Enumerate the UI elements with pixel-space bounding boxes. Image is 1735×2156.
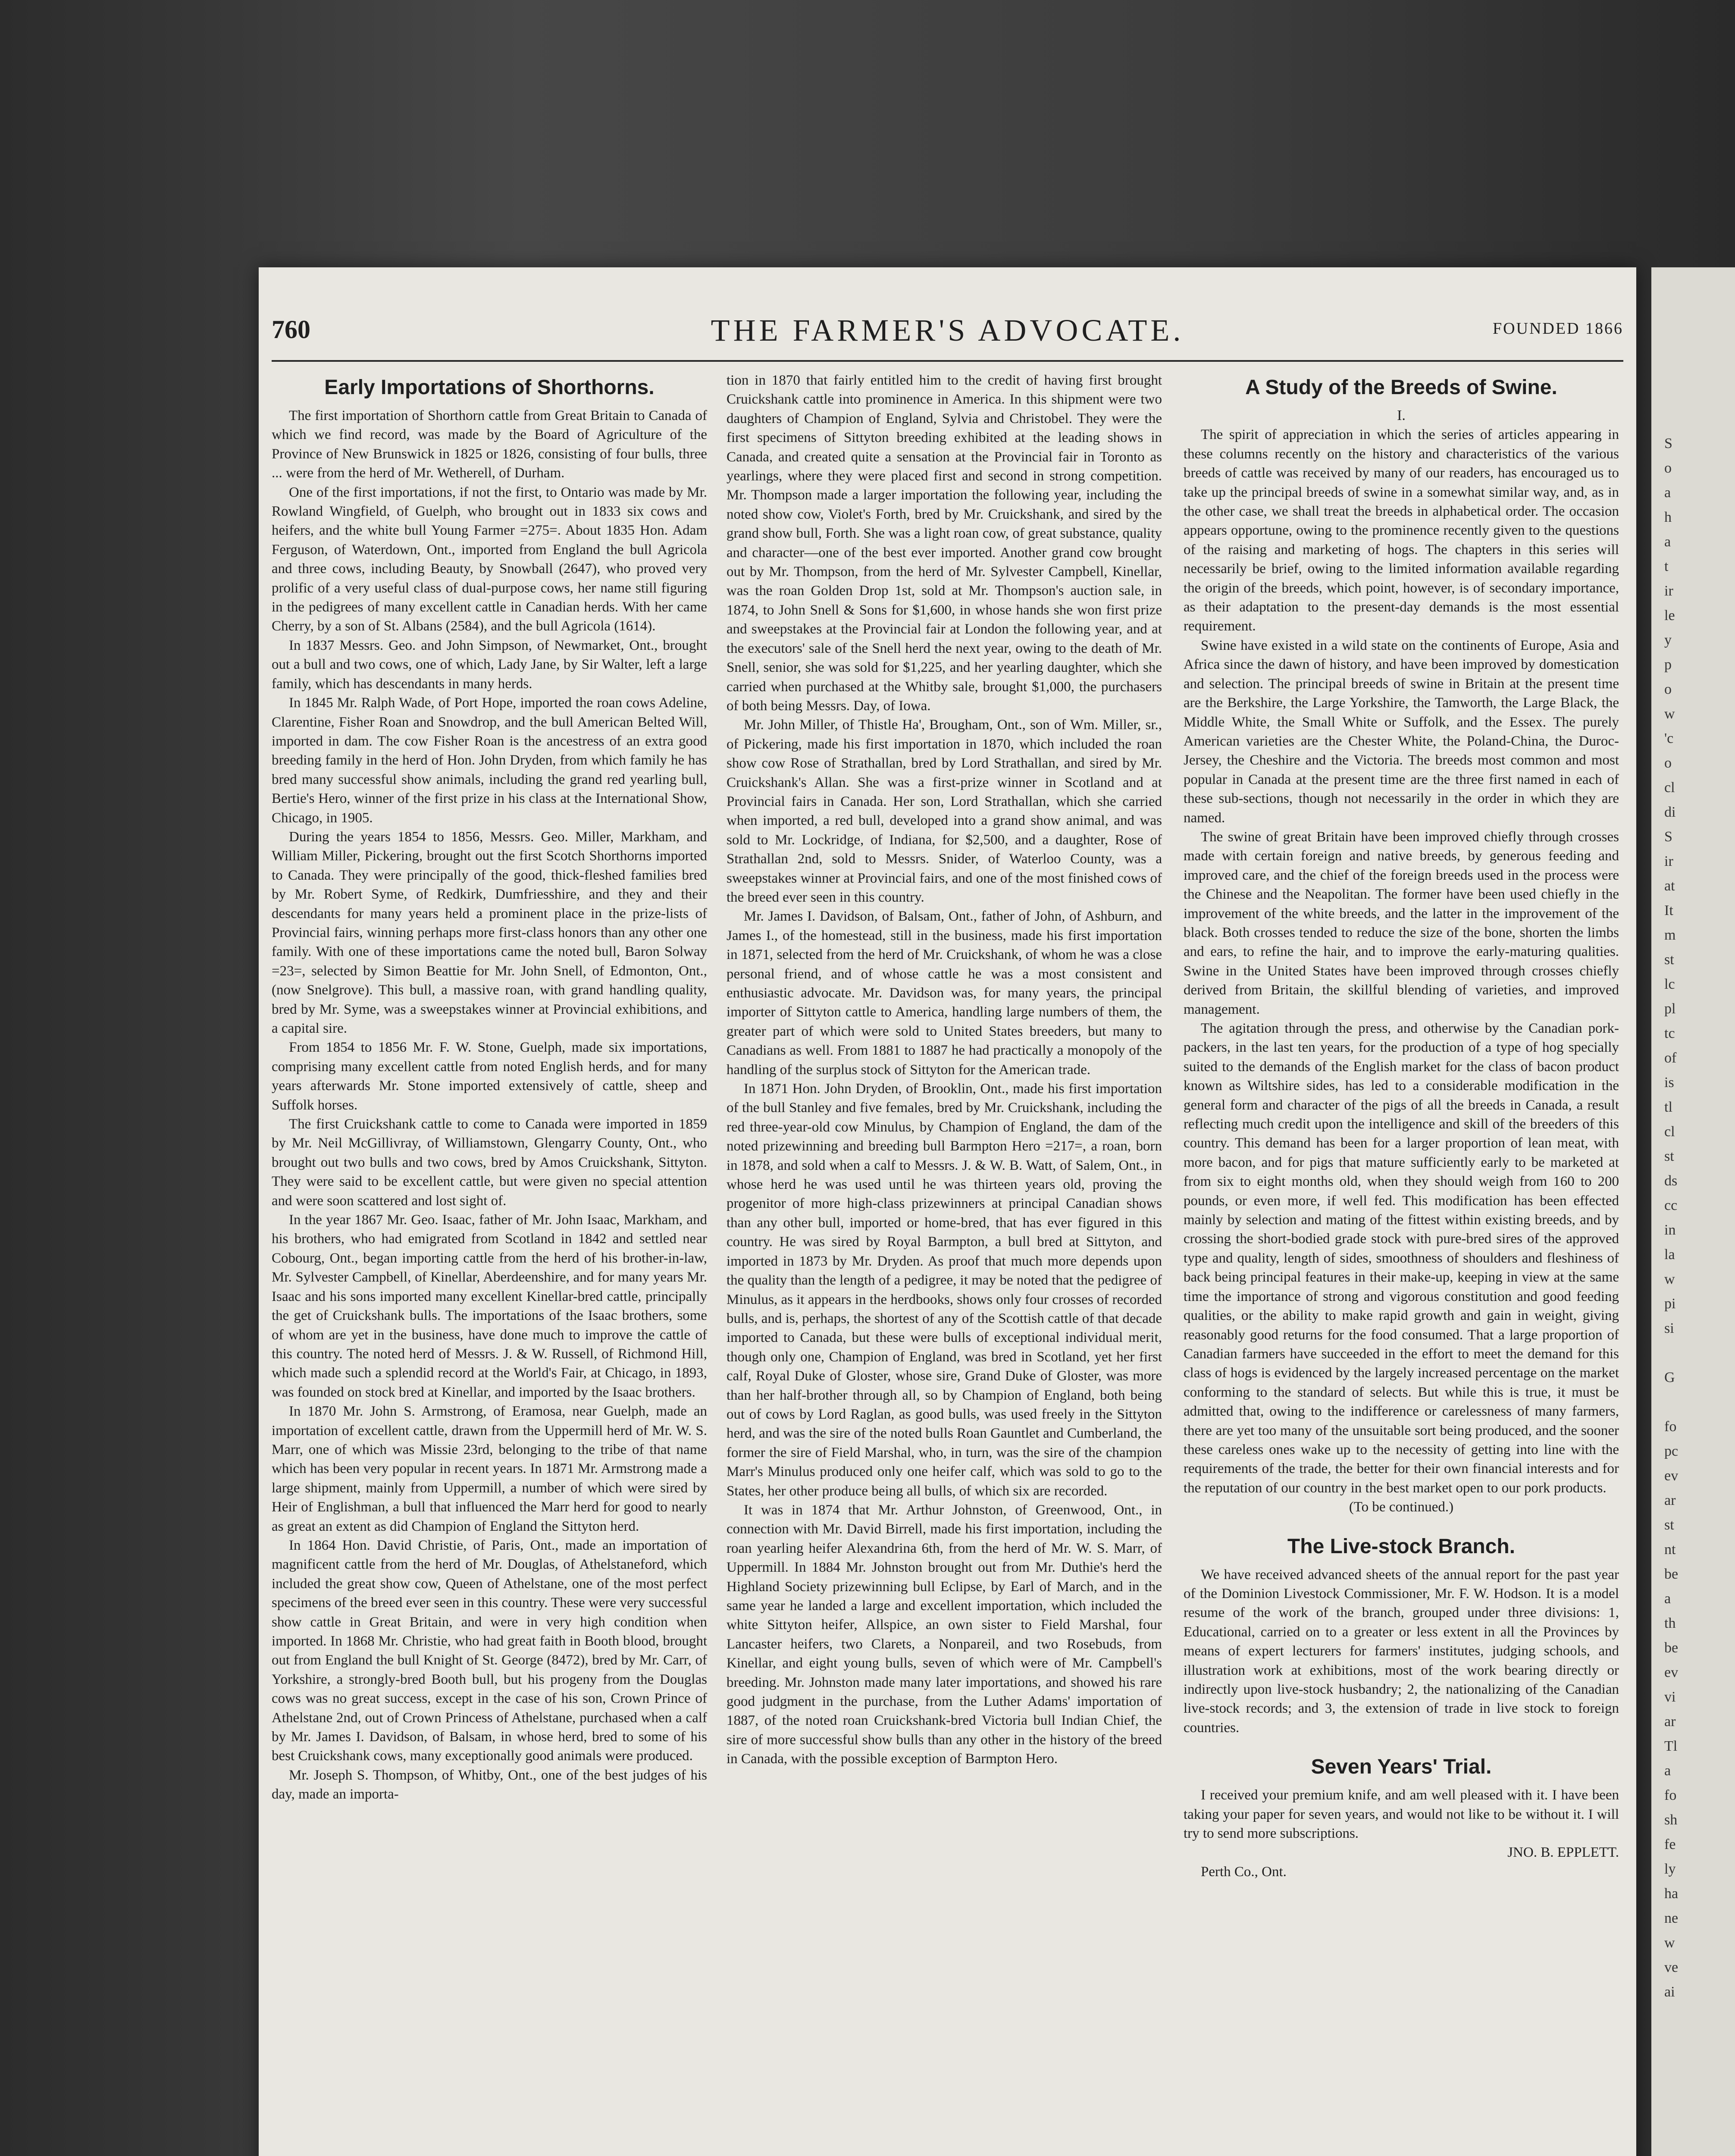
adjacent-page-fragment: si [1664, 1320, 1674, 1336]
founded-line: FOUNDED 1866 [1492, 320, 1623, 338]
paragraph: In 1837 Messrs. Geo. and John Simpson, of Newmarket, Ont., brought out a bull and two cows, one of which, Lady Jane, by Sir Walter, left a large family, which has descendants in many herds. [272, 637, 707, 692]
adjacent-page-fragment: w [1664, 1271, 1675, 1287]
paragraph: One of the first importations, if not the first, to Ontario was made by Mr. Rowland Wingfield, of Guelph, who brought out in 1833 six cows and heifers, and the white bull Young Farmer =275=. About 1835 Hon. Adam Ferguson, of Waterdown, Ont., imported from England the bull Agricola and three cows, including Beauty, by Snowball (2647), who proved very prolific of a very useful class of dual-purpose cows, her name still figuring in the pedigrees of many excellent cattle in Canadian herds. With her came Cherry, by a son of St. Albans (2584), and the bull Agricola (1614). [272, 484, 707, 634]
adjacent-page-fragment: a [1664, 485, 1671, 501]
paragraph: The first importation of Shorthorn cattle from Great Britain to Canada of which we find record, was made by the Board of Agriculture of the Province of New Brunswick in 1825 or 1826, consisting of four bulls, three ... were from the herd of Mr. Wetherell, of Durham. [272, 408, 707, 481]
adjacent-page-fragment: fo [1664, 1787, 1677, 1803]
paragraph: Mr. Joseph S. Thompson, of Whitby, Ont., one of the best judges of his day, made an importa- [272, 1767, 707, 1802]
adjacent-page-fragment: fe [1664, 1836, 1676, 1852]
paragraph: The first Cruickshank cattle to come to Canada were imported in 1859 by Mr. Neil McGillivray, of Williamstown, Glengarry County, Ont., who brought out two bulls and two cows, bred by Amos Cruickshank, Sittyton. They were said to be excellent cattle, but were given no special attention and were soon scattered and lost sight of. [272, 1116, 707, 1209]
adjacent-page-fragment: t [1664, 558, 1669, 574]
paragraph: From 1854 to 1856 Mr. F. W. Stone, Guelph, made six importations, comprising many excellent cattle from noted English herds, and for many years afterwards Mr. Stone imported extensively of cattle, sheep and Suffolk horses. [272, 1040, 707, 1113]
adjacent-page-fragment: a [1664, 1763, 1671, 1779]
adjacent-page-fragment: S [1664, 436, 1672, 451]
paragraph: In 1845 Mr. Ralph Wade, of Port Hope, imported the roan cows Adeline, Clarentine, Fisher Roan and Snowdrop, and the bull American Belted Will, imported in dam. The cow Fisher Roan is the ancestress of an extra good breeding family in the herd of Hon. John Dryden, from which family he has bred many successful show animals, including the grand red yearling bull, Bertie's Hero, winner of the first prize in his class at the International Show, Chicago, in 1905. [272, 695, 707, 826]
part-number: I. [1397, 407, 1406, 423]
paragraph: The agitation through the press, and otherwise by the Canadian pork-packers, in the last ten years, for the production of a type of hog specially suited to the demands of the English market for the class of bacon product known as Wiltshire sides, has led to a considerable modification in the general form and character of the pigs of all the breeds in Canada, a result reflecting much credit upon the intelligence and skill of the breeders of this country. This demand has been for a larger proportion of lean meat, with more bacon, and for pigs that mature sufficiently early to be marketed at from six to eight months old, when they should weigh from 160 to 200 pounds, or even more, if well fed. This modification has been effected mainly by selection and mating of the fittest within existing breeds, and by crossing the short-bodied grade stock with pure-bred sires of the approved type and quality, length of sides, smoothness of shoulders and fleshiness of back being principal features in their make-up, keeping in view at the same time the importance of strong and vigorous constitution and good feeding qualities, or the ability to make rapid growth and gain in weight, giving reasonably good returns for the food consumed. That a large proportion of Canadian farmers have succeeded in the effort to meet the demand for this class of hogs is evidenced by the largely increased percentage on the market conforming to the standard of selects. But while this is true, it must be admitted that, owing to the indifference or carelessness of many farmers, there are yet too many of the unsuitable sort being produced, and the sooner these careless ones wake up to the necessity of getting into line with the requirements of the trade, the better for their own financial interests and for the reputation of our country in the best market open to our pork products. [1184, 1021, 1619, 1496]
adjacent-page-fragment: pl [1664, 1001, 1676, 1017]
paragraph: We have received advanced sheets of the annual report for the past year of the Dominion Livestock Commissioner, Mr. F. W. Hodson. It is a model resume of the work of the branch, grouped under three divisions: 1, Educational, carried on to a greater or less extent in all the Provinces by means of expert lecturers for farmers' institutes, judging schools, and illustration work at exhibitions, most of the work bearing directly or indirectly upon live-stock husbandry; 2, the nationalizing of the Canadian live-stock records; and 3, the extension of trade in live stock to foreign countries. [1184, 1567, 1619, 1736]
adjacent-page-fragment: st [1664, 1148, 1674, 1164]
adjacent-page-fragment: 'c [1664, 730, 1674, 746]
adjacent-page-fragment: y [1664, 632, 1672, 648]
adjacent-page-fragment: ds [1664, 1173, 1678, 1189]
adjacent-page-fragment: It [1664, 903, 1673, 918]
adjacent-page-fragment: lc [1664, 976, 1675, 992]
paragraph: tion in 1870 that fairly entitled him to the credit of having first brought Cruickshank cattle into prominence in America. In this shipment were two daughters of Champion of England, Sylvia and Christobel. They were the first specimens of Sittyton breeding exhibited at the leading shows in Canada, and created quite a sensation at the Provincial fair in Toronto as yearlings, where they were placed first and second in strong competition. Mr. Thompson made a larger importation the following year, including the noted show cow, Violet's Forth, bred by Mr. Cruickshank, and sired by the grand show bull, Forth. She was a light roan cow, of great substance, quality and character—one of the best ever imported. Another grand cow brought out by Mr. Thompson, from the herd of Mr. Sylvester Campbell, Kinellar, was the roan Golden Drop 1st, sold at Mr. Thompson's auction sale, in 1874, to John Snell & Sons for $1,600, in whose hands she won first prize and sweepstakes at the Provincial fair at London the following year, and at the executors' sale of the Snell herd the next year, owing to the death of Mr. Snell, senior, she was sold for $1,225, and her yearling daughter, which she carried when purchased at the Whitby sale, brought $1,000, the purchasers of both being Messrs. Day, of Iowa. [727, 373, 1162, 714]
adjacent-page-fragment: cc [1664, 1197, 1678, 1213]
paragraph: Mr. James I. Davidson, of Balsam, Ont., father of John, of Ashburn, and James I., of the homestead, still in the business, made his first importation in 1871, selected from the herd of Mr. Cruickshank, of whom he was a close personal friend, and of whose cattle he was a most consistent and enthusiastic advocate. Mr. Davidson was, for many years, the principal importer of Sittyton cattle to America, handling large numbers of them, the greater part of which were sold to United States breeders, but many to Canadians as well. From 1881 to 1887 he had practically a monopoly of the handling of the surplus stock of Sittyton for the American trade. [727, 909, 1162, 1078]
adjacent-page-fragment: m [1664, 927, 1676, 943]
adjacent-page-fragment: w [1664, 1935, 1675, 1951]
adjacent-page-fragment: la [1664, 1247, 1675, 1263]
adjacent-page-fragment: ev [1664, 1664, 1679, 1680]
adjacent-page-fragment: ar [1664, 1492, 1676, 1508]
adjacent-page-fragment: in [1664, 1222, 1676, 1238]
adjacent-page-fragment: h [1664, 509, 1672, 525]
letter-signature: JNO. B. EPPLETT. [1507, 1845, 1619, 1861]
adjacent-page-fragment: o [1664, 460, 1672, 476]
adjacent-page-fragment: a [1664, 534, 1671, 550]
adjacent-page-fragment: ir [1664, 853, 1673, 869]
adjacent-page-fragment: be [1664, 1566, 1679, 1582]
adjacent-page-fragment: o [1664, 755, 1672, 771]
paragraph: I received your premium knife, and am well pleased with it. I have been taking your paper for seven years, and would not like to be without it. I will try to send more subscriptions. [1184, 1787, 1619, 1842]
page-number: 760 [272, 315, 310, 344]
adjacent-page-fragment: ha [1664, 1886, 1679, 1902]
column-1 [272, 371, 707, 2156]
paragraph: Mr. John Miller, of Thistle Ha', Brougham, Ont., son of Wm. Miller, sr., of Pickering, made his first importation in 1870, which included the roan show cow Rose of Strathallan, bred by Lord Strathallan, and sired by Mr. Cruickshank's Allan. She was a first-prize winner in Scotland and at Provincial fairs in Canada. Her son, Lord Strathallan, which she carried when imported, a red bull, developed into a grand show animal, and was sold to Mr. Lockridge, of Indiana, for $2,500, and a daughter, Rose of Strathallan 2nd, sold to Messrs. Snider, of Waterloo County, was a sweepstakes winner at Provincial fairs, and one of the most finished cows of the breed ever seen in this country. [727, 717, 1162, 905]
adjacent-page-fragment: ly [1664, 1861, 1676, 1877]
adjacent-page-fragment: st [1664, 952, 1674, 968]
paragraph: In 1871 Hon. John Dryden, of Brooklin, Ont., made his first importation of the bull Stanley and five females, bred by Mr. Cruickshank, including the red three-year-old cow Minulus, by Champion of England, the dam of the noted prizewinning and breeding bull Barmpton Hero =217=, a roan, born in 1878, and sold when a calf to Messrs. J. & W. B. Watt, of Salem, Ont., in whose herd he was used until he was thirteen years old, proving the progenitor of more high-class prizewinners at principal Canadian shows than any other bull, imported or home-bred, that has ever figured in this country. He was sired by Royal Barmpton, a bull bred at Sittyton, and imported in 1873 by Mr. Dryden. As proof that much more depends upon the quality than the length of a pedigree, it may be noted that the pedigree of Minulus, as it appears in the herdbooks, shows only four crosses of recorded bulls, and is, perhaps, the shortest of any of the Scottish cattle of that decade imported to Canada, but these were bulls of exceptional individual merit, though only one, Champion of England, was bred in Scotland, yet her first calf, Royal Duke of Gloster, whose sire, Grand Duke of Gloster, was more than her half-brother through all, so by Champion of England, both being out of cows by Lord Raglan, as good bulls, was used freely in the Sittyton herd, and was the sire of the noted bulls Roan Gauntlet and Cumberland, the former the sire of Field Marshal, who, in turn, was the sire of the champion Marr's Minulus produced only one heifer calf, which was sold to go to the States, her other produce being all bulls, of which six are recorded. [727, 1081, 1162, 1499]
column-2 [727, 371, 1162, 2156]
article-title-seven-years: Seven Years' Trial. [1311, 1755, 1492, 1779]
adjacent-page-fragment: ve [1664, 1959, 1679, 1975]
continued-note: (To be continued.) [1349, 1499, 1454, 1515]
page-header [272, 315, 1623, 367]
masthead: THE FARMER'S ADVOCATE. [711, 313, 1184, 348]
paragraph: During the years 1854 to 1856, Messrs. Geo. Miller, Markham, and William Miller, Pickering, brought out the first Scotch Shorthorns imported to Canada. They were principally of the good, thick-fleshed families bred by Mr. Robert Syme, of Redkirk, Dumfriesshire, and they and their descendants for many years held a prominent place in the prize-lists of Provincial fairs, winning perhaps more first-class honors than any other one family. With one of these importations came the noted bull, Baron Solway =23=, selected by Simon Beattie for Mr. John Snell, of Edmonton, Ont., (now Snelgrove). This bull, a massive roan, with grand handling quality, bred by Mr. Syme, was a sweepstakes winner at Provincial exhibitions, and a capital sire. [272, 829, 707, 1036]
adjacent-page-fragment: cl [1664, 1124, 1675, 1140]
adjacent-page-fragment: le [1664, 608, 1675, 624]
adjacent-page-fragment: w [1664, 706, 1675, 722]
adjacent-page-fragment: at [1664, 878, 1675, 894]
column-3 [1184, 371, 1619, 2156]
newspaper-page [259, 267, 1636, 2156]
adjacent-page-fragment: fo [1664, 1419, 1677, 1435]
adjacent-page-fragment: sh [1664, 1812, 1678, 1828]
adjacent-page-fragment: Tl [1664, 1738, 1678, 1754]
paragraph: Swine have existed in a wild state on the continents of Europe, Asia and Africa since the dawn of history, and have been improved by domestication and selection. The principal breeds of swine in Britain at the present time are the Berkshire, the Large Yorkshire, the Tamworth, the Large Black, the Middle White, the Small White or Suffolk, and the Essex. The purely American varieties are the Chester White, the Poland-China, the Duroc-Jersey, the Cheshire and the Victoria. The breeds most common and most popular in Canada at the present time are the three first named in each of these sub-sections, though not necessarily in the order in which they are named. [1184, 637, 1619, 826]
article-title-shorthorns: Early Importations of Shorthorns. [324, 376, 655, 399]
adjacent-page-fragment: p [1664, 657, 1672, 673]
adjacent-page-fragment: S [1664, 829, 1672, 845]
adjacent-page-fragment: o [1664, 681, 1672, 697]
adjacent-page-fragment: ar [1664, 1714, 1676, 1730]
adjacent-page-fragment: pi [1664, 1296, 1676, 1312]
article-title-livestock-branch: The Live-stock Branch. [1287, 1535, 1516, 1558]
paragraph: It was in 1874 that Mr. Arthur Johnston, of Greenwood, Ont., in connection with Mr. David Birrell, made his first importation, including the roan yearling heifer Alexandrina 6th, from the herd of Mr. W. S. Marr, of Uppermill. In 1884 Mr. Johnston brought out from Mr. Duthie's herd the Highland Society prizewinning bull Eclipse, by Earl of March, and in the same year he landed a large and excellent importation, which included the white Sittyton heifer, Allspice, an own sister to Field Marshal, four Lancaster heifers, two Clarets, a Nonpareil, and two Rosebuds, from Kinellar, and eight young bulls, seven of which were of Mr. Campbell's breeding. Mr. Johnston made many later importations, and showed his rare good judgment in the purchase, from the Luther Adams' importation of 1887, of the noted roan Cruickshank-bred Victoria bull Indian Chief, the sire of more successful show bulls than any other in the history of the breed in Canada, with the possible exception of Barmpton Hero. [727, 1502, 1162, 1767]
adjacent-page-fragment: is [1664, 1075, 1674, 1091]
adjacent-page-fragment: cl [1664, 780, 1675, 796]
adjacent-page-fragment: be [1664, 1640, 1679, 1656]
letter-place: Perth Co., Ont. [1201, 1864, 1287, 1880]
paragraph: The swine of great Britain have been improved chiefly through crosses made with certain foreign and native breeds, by generous feeding and improved care, and the chief of the foreign breeds used in the process were the Chinese and the Neapolitan. The former have been used chiefly in the improvement of the white breeds, and the latter in the improvement of the black. Both crosses tended to reduce the size of the bone, shorten the limbs and ears, to refine the hair, and to improve the early-maturing qualities. Swine in the United States have been improved through crosses chiefly derived from Britain, the skillful blending of varieties, and improved management. [1184, 829, 1619, 1017]
paragraph: In the year 1867 Mr. Geo. Isaac, father of Mr. John Isaac, Markham, and his brothers, who had emigrated from Scotland in 1842 and settled near Cobourg, Ont., began importing cattle from the herd of his brother-in-law, Mr. Sylvester Campbell, of Kinellar, Aberdeenshire, and for many years Mr. Isaac and his sons imported many excellent Kinellar-bred cattle, principally the get of Cruickshank bulls. The importations of the Isaac brothers, some of whom are yet in the business, have done much to improve the cattle of this country. The noted herd of Messrs. J. & W. Russell, of Richmond Hill, which made such a splendid record at the World's Fair, at Chicago, in 1893, was founded on stock bred at Kinellar, and imported by the Isaac brothers. [272, 1212, 707, 1400]
adjacent-page-fragment: ir [1664, 583, 1673, 599]
adjacent-page-fragment: vi [1664, 1689, 1676, 1705]
adjacent-page-fragment: di [1664, 804, 1676, 820]
paragraph: In 1864 Hon. David Christie, of Paris, Ont., made an importation of magnificent cattle from the herd of Mr. Douglas, of Athelstaneford, which included the great show cow, Queen of Athelstane, one of the most perfect specimens of the breed ever seen in this country. These were very successful show cattle in Great Britain, and were in very high condition when imported. In 1868 Mr. Christie, who had great faith in Booth blood, brought out from England the bull Knight of St. George (8472), bred by Mr. Carr, of Yorkshire, a strongly-bred Booth bull, but his progeny from the Douglas cows was no great success, except in the case of his son, Crown Prince of Athelstane 2nd, out of Crown Princess of Athelstane, purchased when a calf by Mr. James I. Davidson, of Balsam, in whose herd, bred to some of his best Cruickshank cows, many exceptionally good animals were produced. [272, 1537, 707, 1764]
adjacent-page-fragment: st [1664, 1517, 1674, 1533]
adjacent-page-fragment: ai [1664, 1984, 1675, 2000]
header-rule [272, 360, 1623, 362]
adjacent-page-fragment: tc [1664, 1025, 1675, 1041]
adjacent-page-fragment: a [1664, 1591, 1671, 1607]
paragraph: The spirit of appreciation in which the series of articles appearing in these columns recently on the history and characteristics of the various breeds of cattle was received by many of our readers, has encouraged us to take up the principal breeds of swine in a somewhat similar way, and, as in the other case, we shall treat the breeds in alphabetical order. The occasion appears opportune, owing to the prominence recently given to the questions of the raising and marketing of hogs. The chapters in this series will necessarily be brief, owing to the limited information available regarding the origin of the breeds, which point, however, is of secondary importance, as their adaptation to the present-day demands is the most essential requirement. [1184, 427, 1619, 634]
adjacent-page-fragment: ne [1664, 1910, 1679, 1926]
adjacent-page-fragment: th [1664, 1615, 1676, 1631]
article-title-swine: A Study of the Breeds of Swine. [1245, 376, 1557, 399]
adjacent-page-fragment: pc [1664, 1443, 1679, 1459]
adjacent-page-fragment: G [1664, 1369, 1675, 1385]
paragraph: In 1870 Mr. John S. Armstrong, of Eramosa, near Guelph, made an importation of excellent cattle, drawn from the Uppermill herd of Mr. W. S. Marr, one of which was Missie 23rd, belonging to the tribe of that name which has been very popular in recent years. In 1871 Mr. Armstrong made a large shipment, mainly from Uppermill, a number of which were sired by Heir of Englishman, a bull that influenced the Marr herd for good to nearly as great an extent as did Champion of England the Sittyton herd. [272, 1404, 707, 1534]
adjacent-page-fragment: nt [1664, 1542, 1676, 1557]
adjacent-page-fragment: of [1664, 1050, 1677, 1066]
adjacent-page-fragment: tl [1664, 1099, 1672, 1115]
adjacent-page-edge [1651, 267, 1735, 2156]
adjacent-page-fragment: ev [1664, 1468, 1679, 1484]
